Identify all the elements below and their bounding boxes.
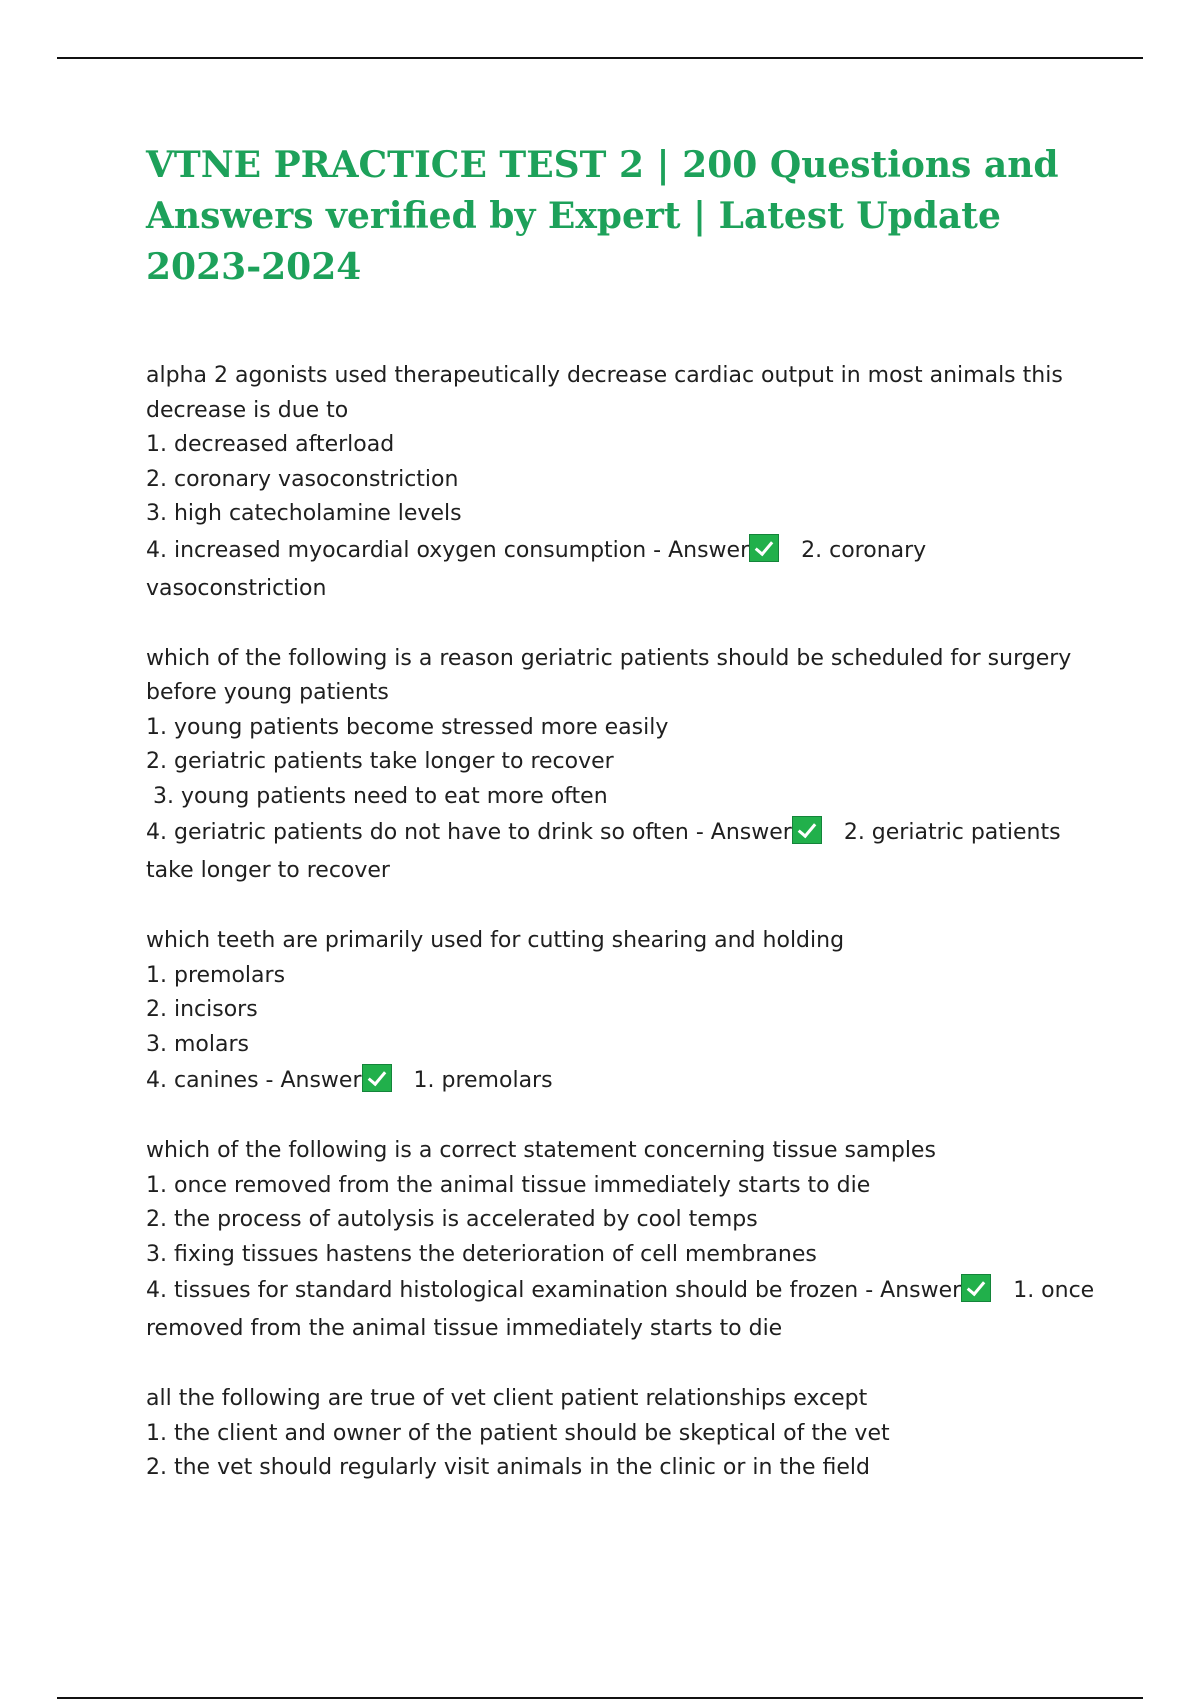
question-text: which of the following is a correct statement concerning tissue samples [146,1138,936,1163]
option: 3. young patients need to eat more often [146,783,608,809]
option: 2. the vet should regularly visit animals in the clinic or in the field [146,1455,870,1480]
option: 3. high catecholamine levels [146,501,462,526]
document-title: VTNE PRACTICE TEST 2 | 200 Questions and Answers verified by Expert | Latest Update 2023-2024 [146,144,1059,288]
answer-line [146,814,1096,890]
answer-text: 2. geriatric patients take longer to recover [146,820,1068,883]
last-option: 4. increased myocardial oxygen consumption - Answer [146,537,750,563]
option: 2. geriatric patients take longer to recover [146,749,614,774]
answer-line [146,532,1096,608]
option: 3. fixing tissues hastens the deterioration of cell membranes [146,1241,817,1267]
top-rule [57,57,1143,59]
check-mark-icon [961,1274,991,1302]
check-mark-icon [792,816,822,844]
option: 1. decreased afterload [146,432,395,457]
answer-text: 1. premolars [413,1068,553,1093]
question-text: alpha 2 agonists used therapeutically decrease cardiac output in most animals this decrease is due to [146,363,1070,423]
answer-line [146,1062,1096,1100]
option: 2. incisors [146,997,258,1022]
option: 2. coronary vasoconstriction [146,466,459,492]
option: 2. the process of autolysis is accelerated by cool temps [146,1207,758,1232]
last-option: 4. geriatric patients do not have to drink so often - Answer [146,820,792,845]
last-option: 4. tissues for standard histological examination should be frozen - Answer [146,1278,962,1303]
answer-line [146,1272,1102,1348]
answer-text: 1. once removed from the animal tissue immediately starts to die [146,1278,1102,1341]
question-text: which teeth are primarily used for cutting shearing and holding [146,928,845,953]
option: 3. molars [146,1031,249,1057]
answer-text: 2. coronary vasoconstriction [146,537,934,601]
check-mark-icon [749,534,779,562]
question-block [146,924,1096,1100]
option: 1. premolars [146,962,286,988]
question-block [146,1134,1102,1348]
check-mark-icon [362,1064,392,1092]
bottom-rule [57,1697,1143,1699]
question-text: all the following are true of vet client patient relationships except [146,1386,868,1411]
question-block [146,642,1096,891]
last-option: 4. canines - Answer [146,1068,362,1093]
question-block [146,1382,1096,1486]
option: 1. the client and owner of the patient should be skeptical of the vet [146,1420,890,1446]
option: 1. young patients become stressed more easily [146,714,669,740]
question-text: which of the following is a reason geriatric patients should be scheduled for surgery before young patients [146,645,1079,705]
option: 1. once removed from the animal tissue immediately starts to die [146,1172,871,1198]
question-block [146,359,1096,608]
document-body [146,140,1102,1486]
